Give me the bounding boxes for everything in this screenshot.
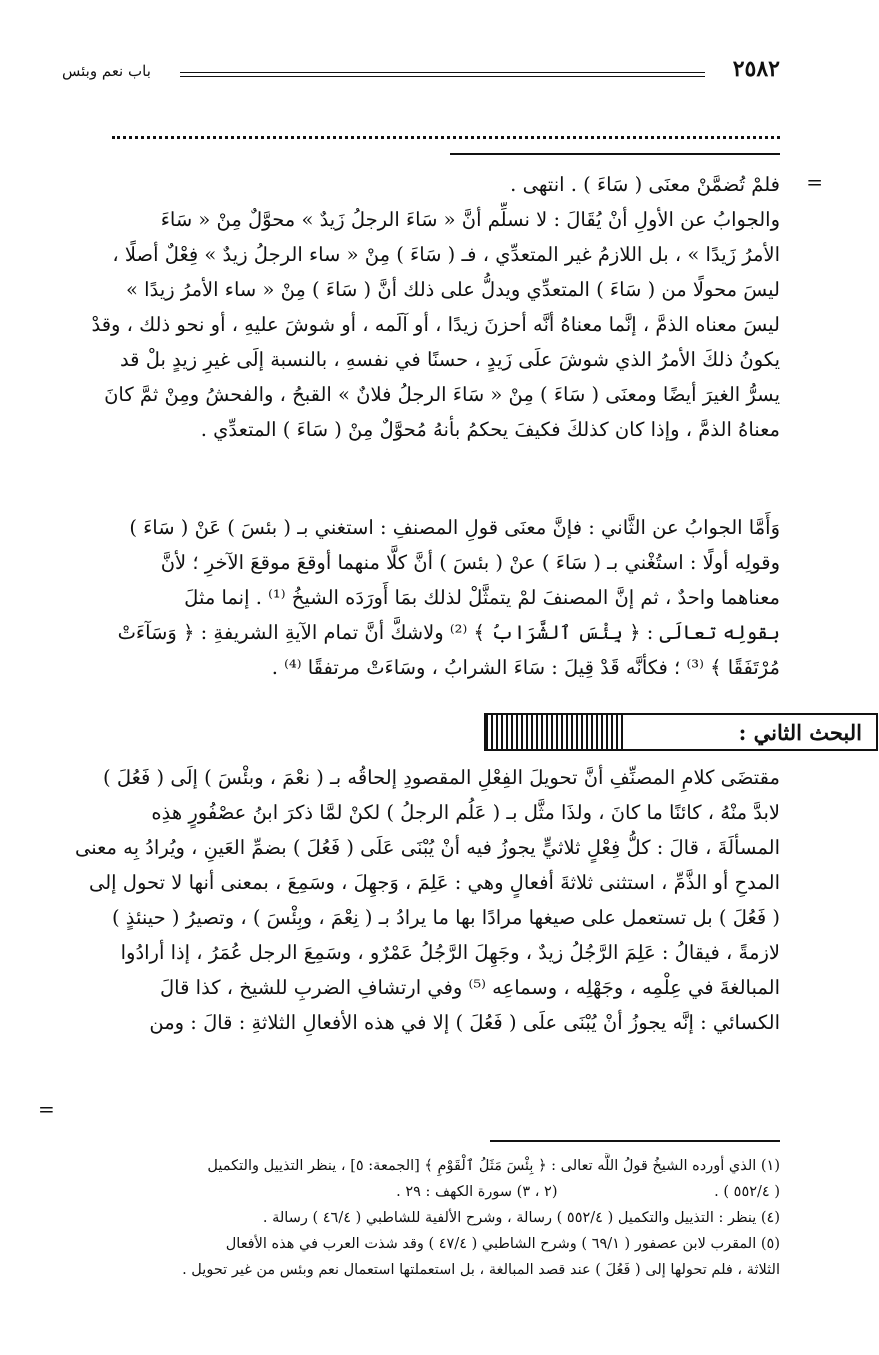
heading-ornament bbox=[486, 715, 626, 749]
text-line: معناهُ الذمَّ ، وإذا كان كذلكَ فكيفَ يحكمُ بأنهُ مُحوَّلٌ مِنْ ( سَاءَ ) المتعدِّي . bbox=[200, 418, 780, 441]
dotted-separator bbox=[112, 136, 780, 139]
text-line: ( فَعُلَ ) بل تستعمل على صيغها مرادًا بها ما يرادُ بـ ( نِعْمَ ، وبِئْسَ ) ، وتصيرُ ( حينئذٍ ) bbox=[111, 906, 780, 929]
text-line: ليسَ محولًا من ( سَاءَ ) المتعدِّي ويدلُّ على ذلك أنَّ ( سَاءَ ) مِنْ « ساء الأمرُ زيدًا » bbox=[126, 278, 780, 301]
continuation-rule bbox=[450, 153, 780, 155]
text-line: لابدَّ منْهُ ، كائنًا ما كانَ ، ولذَا مثَّل بـ ( عَلُم الرجلُ ) لكنْ لمَّا ذكرَ ابنُ عصْفُورٍ هذِه bbox=[151, 801, 780, 824]
continuation-mark-top: = bbox=[806, 170, 823, 194]
section-two-paragraph bbox=[62, 760, 780, 1040]
text-line: مقتضَى كلامِ المصنِّفِ أنَّ تحويلَ الفِعْلِ المقصودِ إلحاقُه بـ ( نعْمَ ، وبئْسَ ) إلَى ( فَعُلَ ) bbox=[103, 766, 780, 789]
second-answer-paragraph bbox=[62, 510, 780, 685]
footnote-line: (١) الذي أورده الشيخُ قولُ اللَّه تعالى : ﴿ بِئْسَ مَثَلُ ٱلْقَوْمِ ﴾ [الجمعة: ٥] ، ينظر التذييل والتكميل bbox=[207, 1158, 780, 1174]
continuation-mark-bottom: = bbox=[38, 1097, 55, 1121]
header-double-rule bbox=[180, 72, 705, 77]
text-line: لازمةً ، فيقالُ : عَلِمَ الرَّجُلُ زيدٌ ، وجَهِلَ الرَّجُلُ عَمْرٌو ، وسَمِعَ الرجل عُمَرُ ، إذا أرادُوا bbox=[120, 941, 780, 964]
text-line: وَأَمَّا الجوابُ عن الثَّاني : فإنَّ معنَى قولِ المصنفِ : استغني بـ ( بئسَ ) عَنْ ( سَاءَ ) bbox=[129, 516, 780, 539]
text-line: والجوابُ عن الأولِ أنْ يُقَالَ : لا نسلِّم أنَّ « سَاءَ الرجلُ زَيدٌ » محوَّلٌ مِنْ « سَاءَ bbox=[160, 208, 780, 231]
text-line: يكونُ ذلكَ الأمرُ الذي شوشَ علَى زَيدٍ ، حسنًا في نفسهِ ، بالنسبة إلَى غيرِ زيدٍ بلْ قد bbox=[119, 348, 780, 371]
text-line: الأمرُ زَيدًا » ، بل اللازمُ غير المتعدِّي ، فـ ( سَاءَ ) مِنْ « ساء الرجلُ زيدٌ » فِعْلٌ أصلًا ، bbox=[112, 243, 780, 266]
section-heading-box bbox=[484, 713, 878, 751]
footnote-rule bbox=[490, 1140, 780, 1142]
text-line: المبالغةَ في عِلْمِه ، وجَهْلِه ، وسماعِه ⁽⁵⁾ وفي ارتشافِ الضربِ للشيخ ، كذا قالَ bbox=[160, 976, 780, 999]
first-answer-paragraph bbox=[62, 167, 780, 447]
text-line: يسرُّ الغيرَ أيضًا ومعنَى ( سَاءَ ) مِنْ « سَاءَ الرجلُ فلانٌ » القبحُ ، والفحشُ ومِنْ ثمَّ كانَ bbox=[104, 383, 780, 406]
text-line: مُرْتَفَقًا ﴾ ⁽³⁾ ؛ فكأنَّه قَدْ قِيلَ : سَاءَ الشرابُ ، وسَاءَتْ مرتفقًا ⁽⁴⁾ . bbox=[271, 656, 780, 679]
text-line: الكسائي : إنَّه يجوزُ أنْ يُبْنَى علَى ( فَعُلَ ) إلا في هذه الأفعالِ الثلاثةِ : قالَ : ومن bbox=[149, 1011, 780, 1034]
footnote-line: (٤) ينظر : التذييل والتكميل ( ٥٥٢/٤ ) رسالة ، وشرح الألفية للشاطبي ( ٤٦/٤ ) رسالة . bbox=[262, 1210, 780, 1226]
footnotes bbox=[62, 1153, 780, 1283]
section-title: البحث الثاني : bbox=[738, 719, 862, 745]
footnote-line: (٥) المقرب لابن عصفور ( ٦٩/١ ) وشرح الشاطبي ( ٤٧/٤ ) وقد شذت العرب في هذه الأفعال bbox=[225, 1236, 780, 1252]
page-number: ٢٥٨٢ bbox=[732, 56, 780, 82]
footnote-line: ( ٥٥٢/٤ ) . (٢ ، ٣) سورة الكهف : ٢٩ . bbox=[396, 1184, 780, 1200]
text-line: فلمْ تُضمَّنْ معنَى ( سَاءَ ) . انتهى . bbox=[510, 173, 780, 196]
text-line: وقولِه أولًا : استُغْني بـ ( سَاءَ ) عنْ ( بئسَ ) أنَّ كلًّا منهما أوقعَ موقعَ الآخرِ ؛ لأنَّ bbox=[160, 551, 780, 574]
text-line: ليسَ معناه الذمَّ ، إنَّما معناهُ أنَّه أحزنَ زيدًا ، أو آلَمه ، أو شوشَ عليهِ ، أو نحو ذلك ، وقدْ bbox=[91, 313, 780, 336]
page-header bbox=[62, 56, 780, 88]
text-line: المسألَةَ ، قالَ : كلُّ فِعْلٍ ثلاثيٍّ يجوزُ فيه أنْ يُبْنَى عَلَى ( فَعُلَ ) بضمِّ العَينِ ، ويُرادُ بِه معنى bbox=[74, 836, 780, 859]
text-line: بقولِه تعالَى : ﴿ بِئْسَ ٱلشَّرَابُ ﴾ ⁽²⁾ ولاشكَّ أنَّ تمام الآيةِ الشريفةِ : ﴿ وَسَآءَتْ bbox=[117, 621, 780, 644]
text-line: معناهما واحدٌ ، ثم إنَّ المصنفَ لمْ يتمثَّلْ لذلك بمَا أَورَدَه الشيخُ ⁽¹⁾ . إنما مثلَ bbox=[184, 586, 780, 609]
chapter-title: باب نعم وبئس bbox=[62, 62, 151, 80]
text-line: المدحِ أو الذَّمِّ ، استثنى ثلاثةَ أفعالٍ وهي : عَلِمَ ، وَجهِلَ ، وسَمِعَ ، بمعنى أنها لا تحول إلى bbox=[88, 871, 780, 894]
footnote-line: الثلاثة ، فلم تحولها إلى ( فَعُلَ ) عند قصد المبالغة ، بل استعملتها استعمال نعم وبئس من غير تحويل . bbox=[182, 1262, 780, 1278]
